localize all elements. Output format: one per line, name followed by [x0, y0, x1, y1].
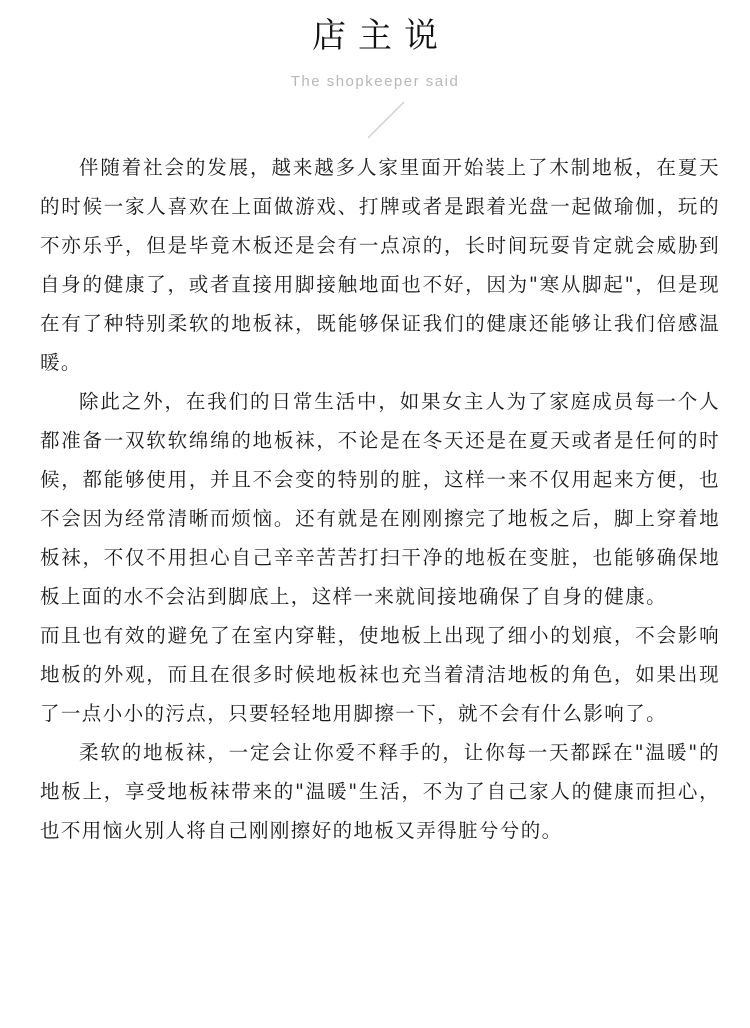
article-body — [40, 148, 720, 850]
diagonal-divider — [360, 98, 410, 142]
paragraph-2: 除此之外，在我们的日常生活中，如果女主人为了家庭成员每一个人都准备一双软软绵绵的地板袜，不论是在冬天还是在夏天或者是任何的时候，都能够使用，并且不会变的特别的脏，这样一来不仅用起来方便，也不会因为经常清晰而烦恼。还有就是在刚刚擦完了地板之后，脚上穿着地板袜，不仅不用担心自己辛辛苦苦打扫干净的地板在变脏，也能够确保地板上面的水不会沾到脚底上，这样一来就间接地确保了自身的健康。 — [40, 390, 720, 608]
paragraph-3: 而且也有效的避免了在室内穿鞋，使地板上出现了细小的划痕，不会影响地板的外观，而且在很多时候地板袜也充当着清洁地板的角色，如果出现了一点小小的污点，只要轻轻地用脚擦一下，就不会有什么影响了。 — [40, 624, 720, 725]
page-title: 店主说 — [312, 16, 450, 56]
page-subtitle: The shopkeeper said — [290, 73, 460, 90]
paragraph-1: 伴随着社会的发展，越来越多人家里面开始装上了木制地板，在夏天的时候一家人喜欢在上面做游戏、打牌或者是跟着光盘一起做瑜伽，玩的不亦乐乎，但是毕竟木板还是会有一点凉的，长时间玩耍肯定就会威胁到自身的健康了，或者直接用脚接触地面也不好，因为"寒从脚起"，但是现在有了种特别柔软的地板袜，既能够保证我们的健康还能够让我们倍感温暖。 — [40, 156, 720, 374]
paragraph-4: 柔软的地板袜，一定会让你爱不释手的，让你每一天都踩在"温暖"的地板上，享受地板袜带来的"温暖"生活，不为了自己家人的健康而担心，也不用恼火别人将自己刚刚擦好的地板又弄得脏兮兮的。 — [40, 741, 720, 842]
